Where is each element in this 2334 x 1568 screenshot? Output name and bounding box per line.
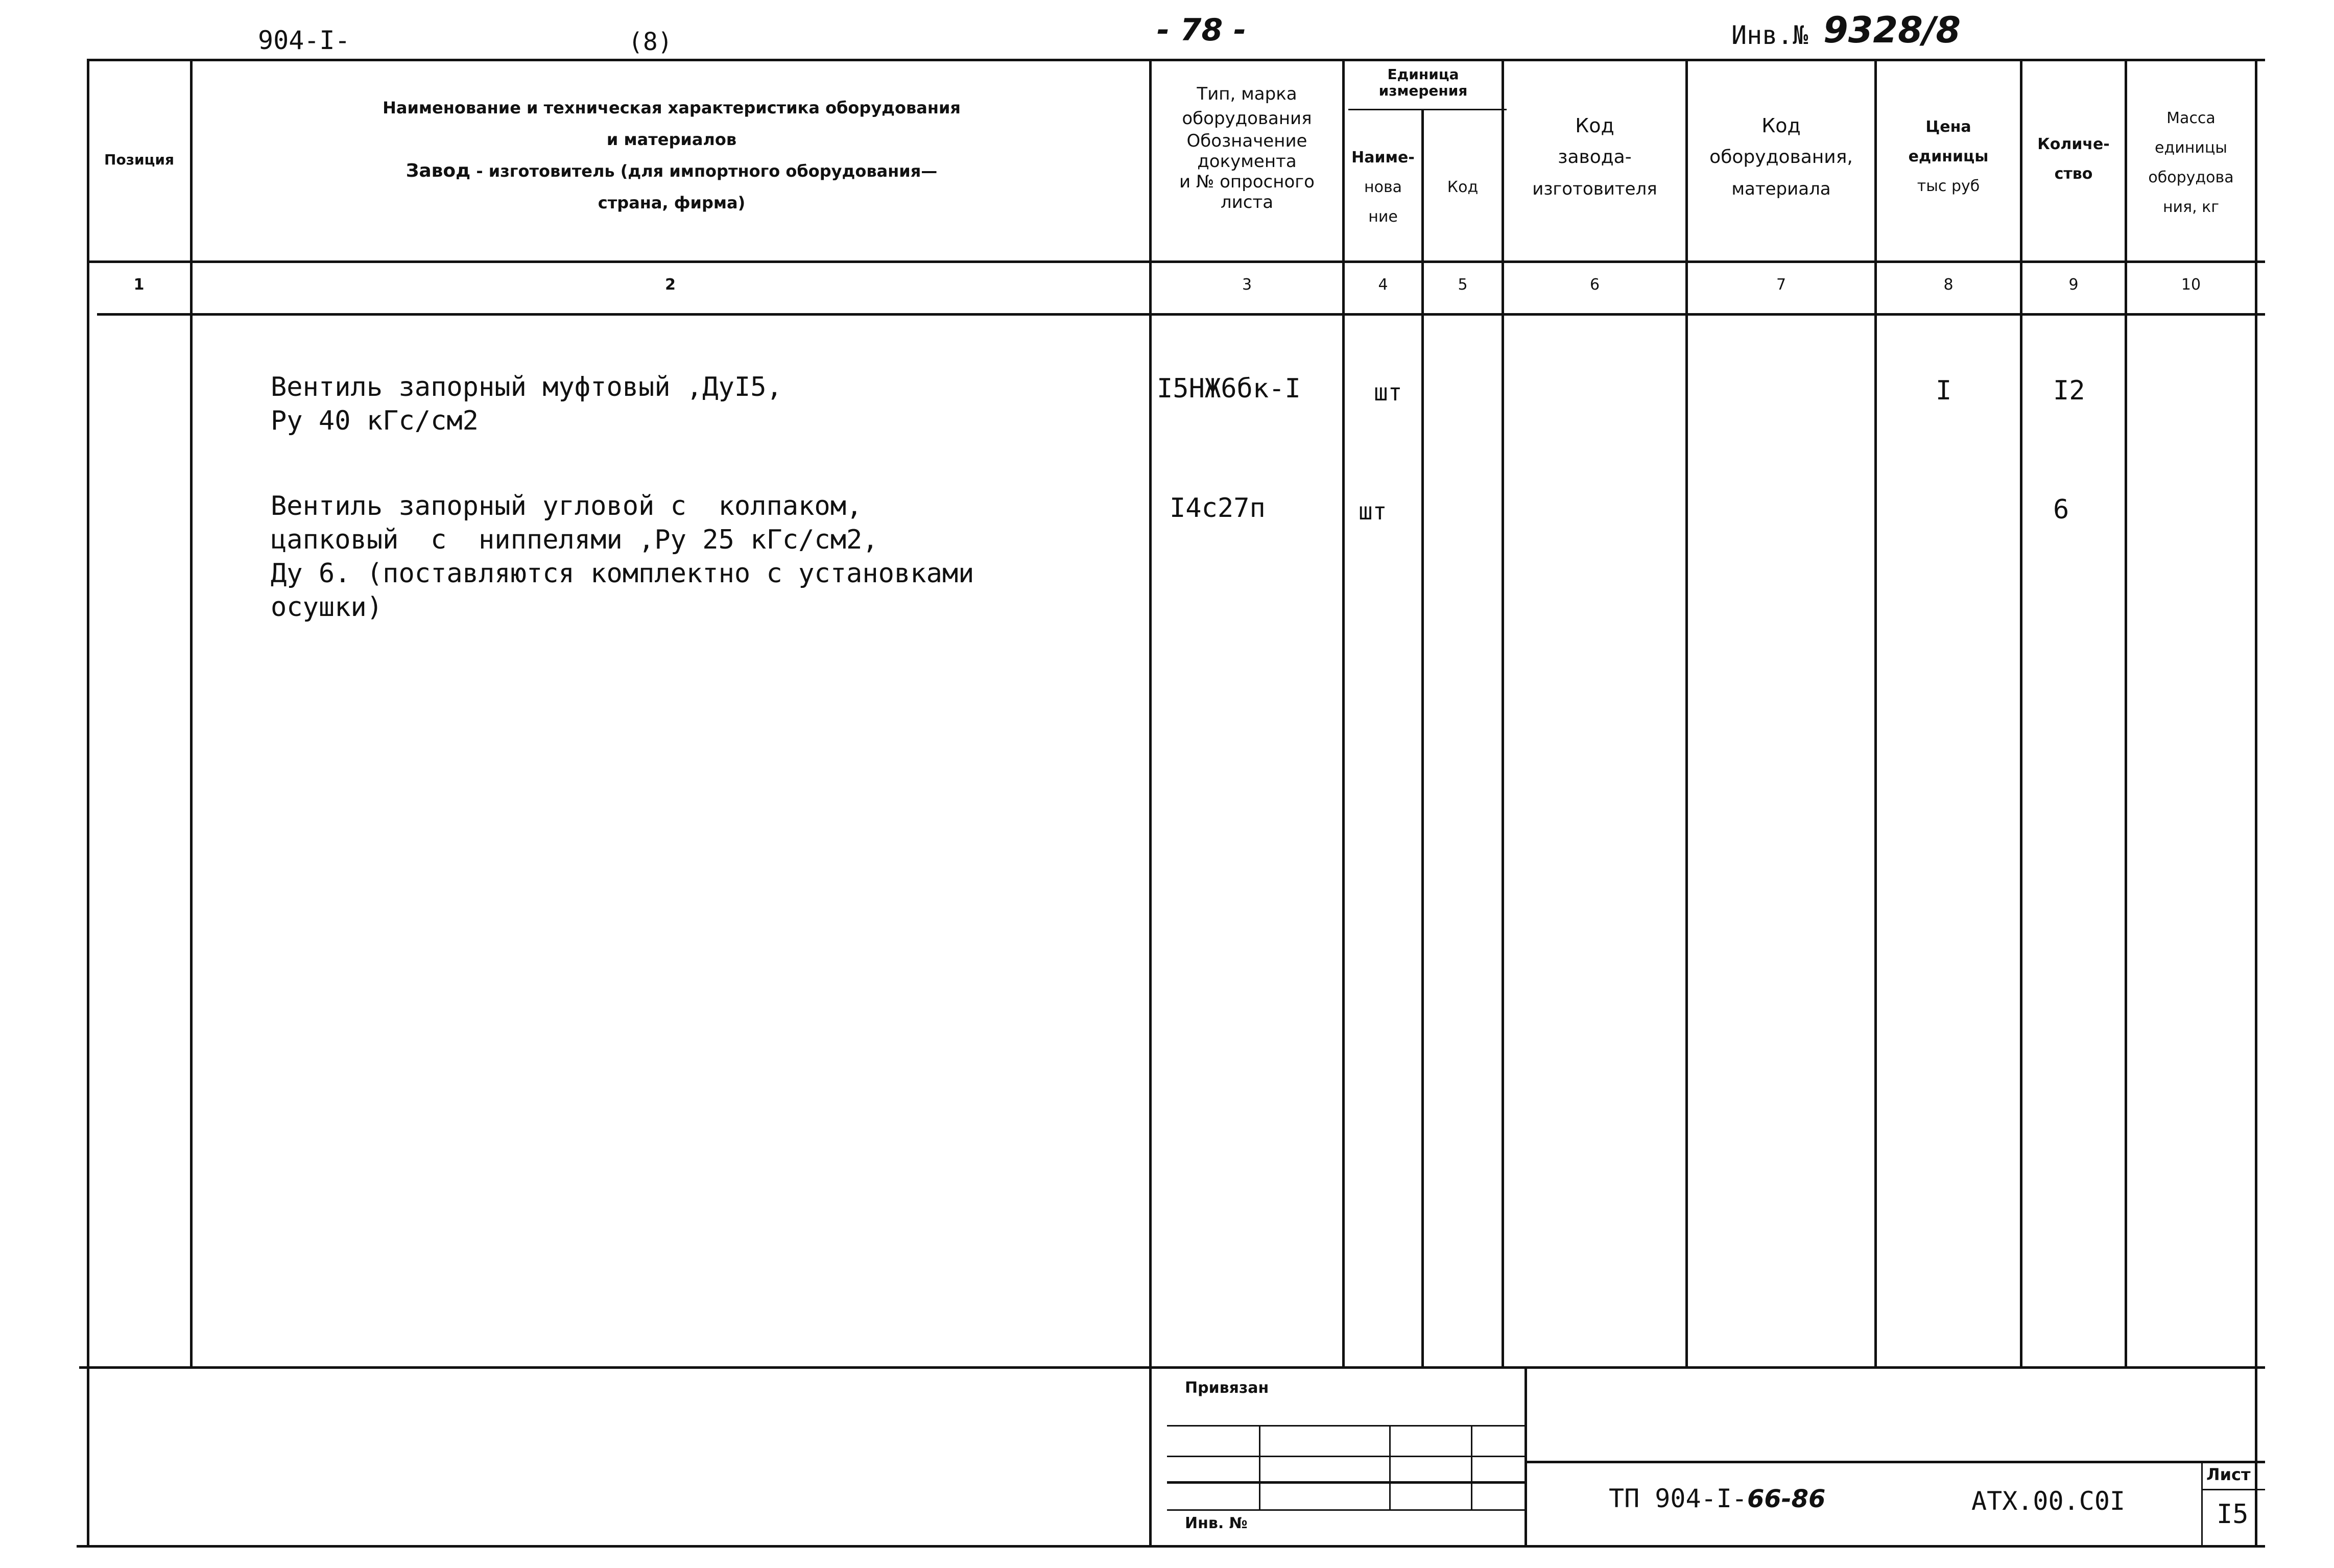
- stamp-doc-hand: 66-86: [1747, 1485, 1826, 1513]
- stamp-divider: [1525, 1366, 1527, 1545]
- col-line-7: [1874, 59, 1877, 1366]
- row-1-type: I5НЖ6бк-I: [1157, 373, 1301, 404]
- header-mass-l1: единицы: [2155, 139, 2227, 157]
- stamp-doc-designation: АТХ.00.С0I: [1971, 1486, 2126, 1516]
- colnum-5: 5: [1458, 276, 1468, 294]
- header-unit-code: Код: [1447, 178, 1479, 196]
- header-type-l0: Тип, марка: [1197, 84, 1297, 104]
- header-name-line1: Наименование и техническая характеристика оборудования: [383, 98, 961, 117]
- frame-bottom-line: [77, 1545, 2265, 1548]
- header-name-line4: страна, фирма): [598, 193, 746, 212]
- header-unit-name-l2: ние: [1368, 208, 1398, 226]
- header-price-l2: тыс руб: [1917, 177, 1980, 195]
- table-bottom-line: [79, 1366, 2265, 1369]
- header-price-l0: Цена: [1925, 118, 1971, 136]
- header-position: Позиция: [104, 151, 174, 168]
- colnum-7: 7: [1776, 276, 1787, 294]
- header-type-l1: оборудования: [1182, 108, 1312, 129]
- colnum-3: 3: [1242, 276, 1252, 294]
- colnum-10: 10: [2181, 276, 2201, 294]
- header-type-l4: документа: [1197, 151, 1297, 172]
- stamp-sheet-number: I5: [2217, 1499, 2249, 1530]
- header-name-line3: [194, 155, 1149, 187]
- row-2-unit: шт: [1359, 497, 1387, 525]
- header-mass-l3: ния, кг: [2162, 198, 2220, 216]
- header-equipment-code: [1688, 110, 1874, 205]
- header-factory-code: [1504, 110, 1685, 205]
- frame-right-line: [2255, 59, 2257, 1545]
- col-line-4: [1421, 109, 1424, 1366]
- col-line-9: [2125, 59, 2127, 1366]
- project-code: 904-I-: [258, 26, 350, 55]
- header-unit-title: [1345, 66, 1502, 99]
- header-factory-rest: - изготовитель (для импортного оборудования—: [470, 161, 938, 181]
- col-line-5: [1502, 59, 1504, 1366]
- colnum-8: 8: [1943, 276, 1954, 294]
- col-line-1: [190, 59, 193, 1366]
- colnum-4: 4: [1378, 276, 1388, 294]
- colnum-bottom-line: [97, 313, 2265, 316]
- row-1-unit: шт: [1374, 378, 1402, 406]
- row-2-name: Вентиль запорный угловой с колпаком, цапковый с ниппелями ,Ру 25 кГс/см2, Ду 6. (поставляются комплектно с установками осушки): [271, 491, 974, 623]
- row-2-quantity: 6: [2053, 494, 2069, 525]
- inventory-label: Инв.№: [1731, 20, 1808, 50]
- stamp-inventory-label: Инв. №: [1185, 1514, 1248, 1532]
- header-type: [1152, 82, 1342, 212]
- header-type-l3: Обозначение: [1186, 131, 1307, 151]
- header-equip-code-l0: Код: [1761, 114, 1801, 137]
- stamp-col-3: [1471, 1425, 1472, 1509]
- header-unit-name-l0: Наиме-: [1351, 149, 1415, 167]
- header-name-line2: и материалов: [606, 130, 737, 149]
- sheet-box-left: [2201, 1461, 2203, 1545]
- row-1-price: I: [1936, 375, 1952, 406]
- header-factory-code-l2: изготовителя: [1532, 179, 1657, 199]
- row-1-name: Вентиль запорный муфтовый ,ДуI5, Ру 40 кГс/см2: [271, 372, 782, 436]
- header-unit-title-l0: Единица: [1387, 66, 1459, 83]
- header-price-l1: единицы: [1908, 148, 1989, 165]
- header-unit-title-l1: измерения: [1378, 82, 1468, 99]
- col-line-3: [1342, 59, 1345, 1366]
- stamp-col-1: [1259, 1425, 1260, 1509]
- stamp-sheet-label: Лист: [2206, 1465, 2251, 1484]
- col-line-8: [2020, 59, 2022, 1366]
- header-unit-name: [1345, 143, 1421, 232]
- header-equip-code-l2: материала: [1731, 179, 1831, 199]
- col-line-6: [1685, 59, 1688, 1366]
- header-equip-code-l1: оборудования,: [1709, 147, 1853, 168]
- header-quantity: [2022, 130, 2125, 189]
- page-number: - 78 -: [1157, 12, 1247, 48]
- header-qty-l0: Количе-: [2037, 135, 2110, 153]
- header-mass-l2: оборудова: [2148, 169, 2234, 186]
- unit-title-line: [1348, 109, 1507, 110]
- stamp-document-code: [1609, 1484, 1825, 1513]
- row-1-quantity: I2: [2053, 375, 2085, 406]
- stamp-title-line: [1525, 1461, 2265, 1463]
- stamp-row-4: [1167, 1509, 1525, 1511]
- header-factory-word: Завод: [406, 160, 471, 181]
- part-number: (8): [628, 28, 673, 56]
- header-type-l5: и № опросного: [1179, 172, 1315, 192]
- header-type-l6: листа: [1220, 192, 1274, 212]
- header-price: [1877, 112, 2020, 201]
- stamp-bound-label: Привязан: [1185, 1379, 1269, 1397]
- colnum-6: 6: [1589, 276, 1600, 294]
- header-mass: [2127, 104, 2255, 222]
- header-bottom-line: [87, 260, 2265, 263]
- header-name: [194, 92, 1149, 219]
- stamp-col-2: [1389, 1425, 1391, 1509]
- inventory-number: 9328/8: [1823, 9, 1961, 51]
- frame-top-line: [87, 59, 2265, 61]
- header-factory-code-l1: завода-: [1558, 147, 1632, 168]
- header-mass-l0: Масса: [2166, 109, 2216, 127]
- header-factory-code-l0: Код: [1575, 114, 1614, 137]
- colnum-9: 9: [2068, 276, 2079, 294]
- colnum-1: 1: [133, 276, 145, 294]
- header-qty-l1: ство: [2054, 165, 2093, 183]
- row-2-type: I4с27п: [1170, 493, 1266, 524]
- stamp-doc-prefix: ТП 904-I-: [1609, 1484, 1747, 1513]
- colnum-2: 2: [665, 276, 676, 294]
- header-unit-name-l1: нова: [1364, 178, 1402, 196]
